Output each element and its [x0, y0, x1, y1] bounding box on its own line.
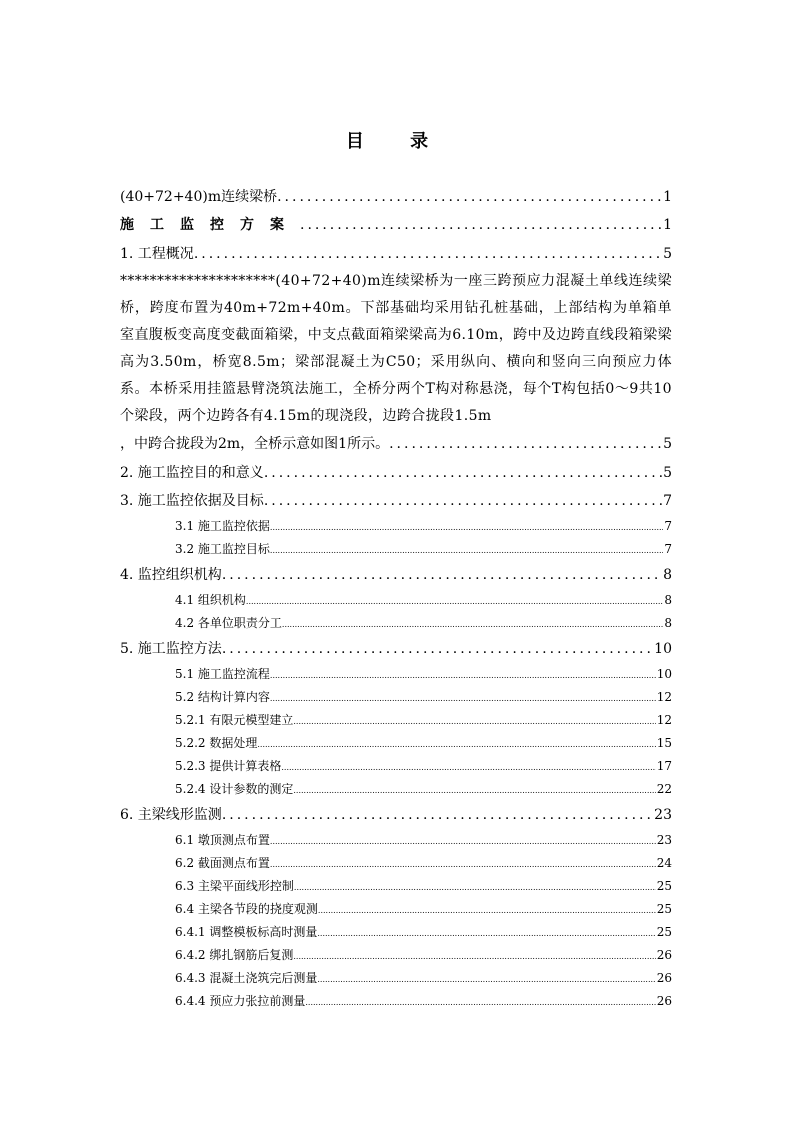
- toc-page-number: 1: [663, 189, 672, 205]
- toc-page-number: 7: [664, 519, 672, 533]
- toc-page-number: 8: [663, 567, 672, 583]
- toc-page-number: 23: [654, 807, 672, 823]
- toc-entry-5-2-3[interactable]: [120, 755, 672, 778]
- toc-entry-6-4[interactable]: [120, 898, 672, 921]
- toc-page-number: 12: [656, 690, 672, 704]
- toc-entry-5-2-4[interactable]: [120, 778, 672, 801]
- dot-leader: [194, 240, 662, 268]
- overview-last-line[interactable]: [120, 430, 672, 459]
- toc-entry-label: 6.3 主梁平面线形控制: [175, 879, 294, 893]
- dot-leader: [389, 430, 662, 459]
- toc-entry-label: 6. 主梁线形监测: [120, 807, 222, 823]
- toc-page-number: 26: [656, 994, 672, 1008]
- toc-entry-label: ，中跨合拢段为2m，全桥示意如图1所示。: [120, 436, 390, 452]
- toc-page-number: 15: [656, 736, 672, 750]
- toc-page-number: 7: [663, 493, 672, 509]
- dot-leader: [270, 853, 656, 876]
- toc-page-number: 1: [663, 217, 672, 233]
- toc-entry-label: 施工监控方案: [120, 217, 300, 233]
- toc-entry-6[interactable]: [120, 801, 672, 829]
- dot-leader: [270, 539, 663, 562]
- toc-page-number: 25: [656, 925, 672, 939]
- dot-leader: [300, 211, 662, 240]
- dot-leader: [270, 516, 663, 539]
- toc-page-number: 5: [663, 436, 672, 452]
- toc-page-number: 12: [656, 713, 672, 727]
- dot-leader: [317, 922, 655, 945]
- toc-entry-label: (40+72+40)m连续梁桥: [120, 189, 278, 205]
- toc-entry-3-2[interactable]: [120, 538, 672, 561]
- toc-entry-label: 3.1 施工监控依据: [175, 519, 270, 533]
- toc-entry-5-1[interactable]: [120, 663, 672, 686]
- toc-entry-6-4-2[interactable]: [120, 944, 672, 967]
- toc-page-number: 25: [656, 902, 672, 916]
- toc-entry-label: 6.4.1 调整模板标高时测量: [175, 925, 318, 939]
- toc-entry-3-1[interactable]: [120, 515, 672, 538]
- toc-entry-label: 6.1 墩顶测点布置: [175, 833, 270, 847]
- dot-leader: [293, 779, 655, 802]
- toc-entry-1[interactable]: [120, 240, 672, 268]
- toc-entry-label: 6.4.3 混凝土浇筑完后测量: [175, 971, 318, 985]
- toc-page-number: 22: [656, 782, 672, 796]
- toc-entry-5-2[interactable]: [120, 686, 672, 709]
- toc-entry-label: 5. 施工监控方法: [120, 641, 222, 657]
- toc-entry-6-1[interactable]: [120, 829, 672, 852]
- toc-page-number: 23: [656, 833, 672, 847]
- toc-page-number: 25: [656, 879, 672, 893]
- toc-entry-label: 5.2.2 数据处理: [175, 736, 258, 750]
- toc-entry-label: 5.2.3 提供计算表格: [175, 759, 282, 773]
- toc-entry-6-4-4[interactable]: [120, 990, 672, 1013]
- toc-page-number: 8: [664, 593, 672, 607]
- toc-entry-bridge[interactable]: [120, 183, 672, 211]
- toc-entry-5-2-1[interactable]: [120, 709, 672, 732]
- toc-entry-6-4-3[interactable]: [120, 967, 672, 990]
- toc-page-number: 10: [656, 667, 672, 681]
- toc-entry-label: 6.4 主梁各节段的挠度观测: [175, 902, 318, 916]
- toc-entry-label: 6.2 截面测点布置: [175, 856, 270, 870]
- dot-leader: [294, 876, 656, 899]
- toc-page-number: 24: [656, 856, 672, 870]
- toc-page-number: 10: [654, 641, 672, 657]
- toc-page-number: 8: [664, 616, 672, 630]
- toc-entry-3[interactable]: [120, 487, 672, 515]
- dot-leader: [277, 183, 662, 211]
- dot-leader: [257, 733, 655, 756]
- toc-entry-label: 5.2 结构计算内容: [175, 690, 270, 704]
- dot-leader: [305, 991, 655, 1014]
- toc-entry-label: 4. 监控组织机构: [120, 567, 222, 583]
- dot-leader: [222, 635, 653, 663]
- toc-entry-4-2[interactable]: [120, 612, 672, 635]
- dot-leader: [222, 561, 662, 589]
- dot-leader: [293, 945, 655, 968]
- toc-entry-4[interactable]: [120, 561, 672, 589]
- table-of-contents: [120, 183, 672, 1013]
- toc-entry-label: 6.4.2 绑扎钢筋后复测: [175, 948, 294, 962]
- page-title: 目 录: [345, 131, 449, 152]
- dot-leader: [270, 830, 656, 853]
- toc-entry-plan[interactable]: [120, 211, 672, 240]
- toc-entry-4-1[interactable]: [120, 589, 672, 612]
- toc-page-number: 26: [656, 948, 672, 962]
- dot-leader: [318, 899, 656, 922]
- toc-entry-6-3[interactable]: [120, 875, 672, 898]
- toc-entry-label: 2. 施工监控目的和意义: [120, 465, 264, 481]
- dot-leader: [264, 487, 662, 515]
- toc-entry-label: 1. 工程概况: [120, 246, 194, 262]
- toc-page-number: 17: [656, 759, 672, 773]
- dot-leader: [246, 590, 663, 613]
- toc-entry-label: 4.1 组织机构: [175, 593, 246, 607]
- dot-leader: [264, 459, 662, 487]
- toc-entry-label: 4.2 各单位职责分工: [175, 616, 282, 630]
- toc-entry-6-4-1[interactable]: [120, 921, 672, 944]
- toc-entry-6-2[interactable]: [120, 852, 672, 875]
- toc-entry-label: 6.4.4 预应力张拉前测量: [175, 994, 306, 1008]
- dot-leader: [222, 801, 653, 829]
- toc-entry-label: 3.2 施工监控目标: [175, 542, 270, 556]
- toc-entry-2[interactable]: [120, 459, 672, 487]
- toc-page-number: 5: [663, 465, 672, 481]
- overview-paragraph[interactable]: *********************(40+72+40)m连续梁桥为一座三跨预应力混凝土单线连续梁桥，跨度布置为40m+72m+40m。下部基础均采用钻孔桩基础，上部结构为单箱单室直腹板变高度变截面箱梁，中支点截面箱梁梁高为6.10m，跨中及边跨直线段箱梁梁高为3.50m，桥宽8.5m；梁部混凝土为C50；采用纵向、横向和竖向三向预应力体系。本桥采用挂篮悬臂浇筑法施工，全桥分两个T构对称悬浇，每个T构包括0～9共10个梁段，两个边跨各有4.15m的现浇段，边跨合拢段1.5m: [120, 273, 672, 424]
- dot-leader: [282, 613, 663, 636]
- dot-leader: [293, 710, 655, 733]
- toc-page-number: 26: [656, 971, 672, 985]
- toc-page-number: 7: [664, 542, 672, 556]
- toc-entry-label: 5.1 施工监控流程: [175, 667, 270, 681]
- toc-entry-5-2-2[interactable]: [120, 732, 672, 755]
- toc-entry-5[interactable]: [120, 635, 672, 663]
- dot-leader: [270, 664, 656, 687]
- toc-page-number: 5: [663, 246, 672, 262]
- dot-leader: [317, 968, 655, 991]
- toc-entry-label: 3. 施工监控依据及目标: [120, 493, 264, 509]
- dot-leader: [270, 687, 656, 710]
- toc-entry-label: 5.2.1 有限元模型建立: [175, 713, 294, 727]
- toc-entry-label: 5.2.4 设计参数的测定: [175, 782, 294, 796]
- dot-leader: [281, 756, 655, 779]
